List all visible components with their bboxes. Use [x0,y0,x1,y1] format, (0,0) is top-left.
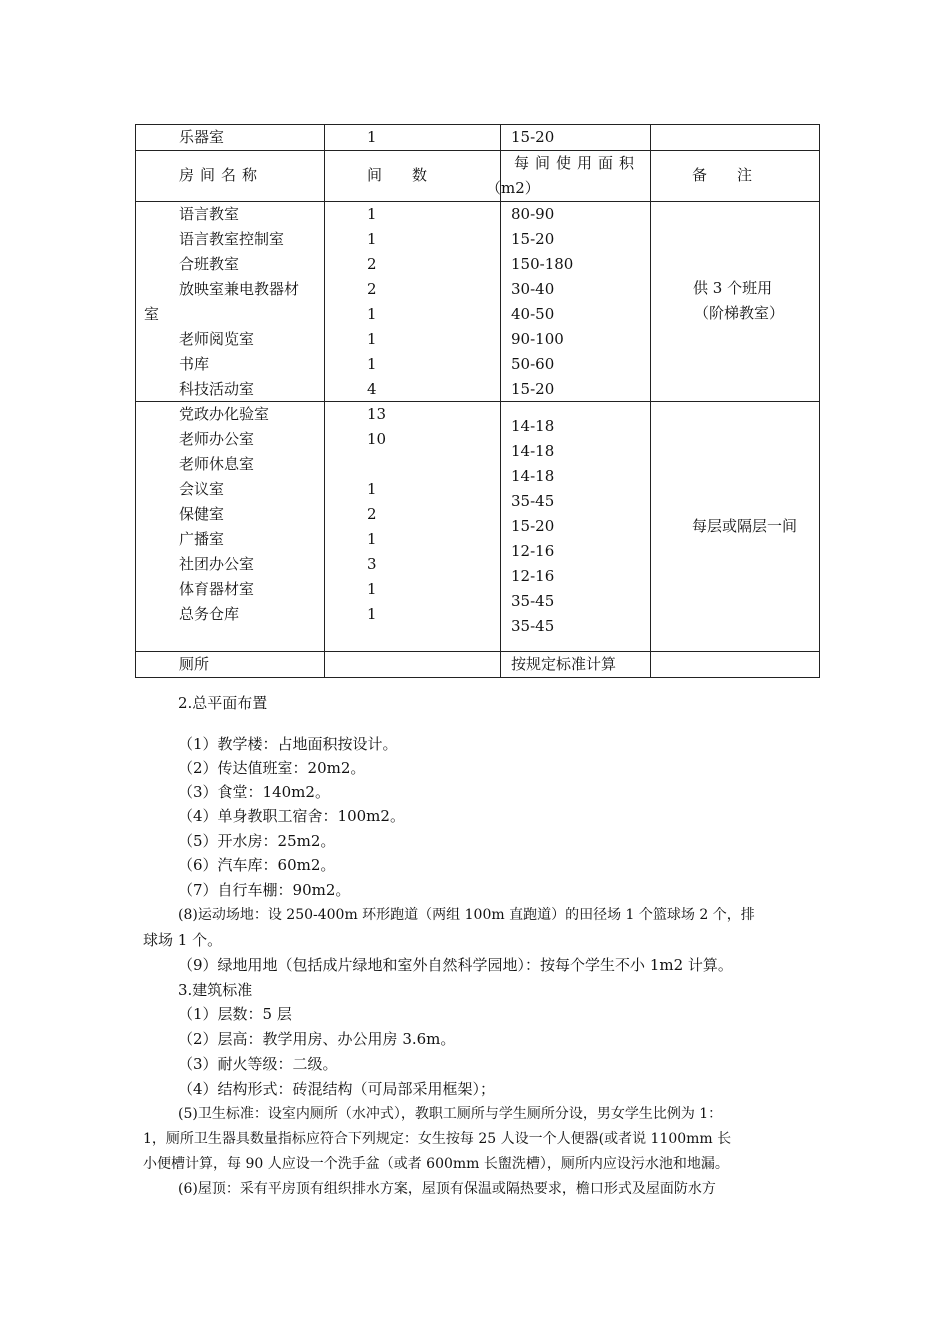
table-cell-name: 厕所 [179,655,210,673]
header-area-unit: （m2） [486,179,540,197]
room-count: 1 [367,305,377,323]
room-count: 1 [367,605,377,623]
room-count: 1 [367,205,377,223]
list-item: (6)屋顶：采有平房顶有组织排水方案，屋顶有保温或隔热要求，檐口形式及屋面防水方 [178,1181,716,1197]
header-count: 间 数 [367,166,428,184]
room-count: 3 [367,555,377,573]
room-area: 12-16 [511,542,555,560]
room-count: 1 [367,530,377,548]
room-area: 12-16 [511,567,555,585]
list-item: （2）传达值班室：20m2。 [178,759,366,777]
list-item: （6）汽车库：60m2。 [178,856,336,874]
group1-counts [367,202,377,402]
room-name: 体育器材室 [179,580,255,598]
room-name: 科技活动室 [179,380,255,398]
room-count: 1 [367,355,377,373]
room-area: 80-90 [511,205,555,223]
room-area: 14-18 [511,442,555,460]
list-item: （9）绿地用地（包括成片绿地和室外自然科学园地）：按每个学生不小 1m2 计算。 [178,956,733,974]
table-rule [324,125,325,677]
group1-note-line2: （阶梯教室） [694,304,785,322]
room-area: 15-20 [511,517,555,535]
room-name: 老师办公室 [179,430,255,448]
room-area: 90-100 [511,330,564,348]
table-cell-area: 15-20 [511,128,555,146]
table-rule [500,125,501,677]
room-area-table [135,124,820,678]
room-name: 广播室 [179,530,225,548]
room-name: 会议室 [179,480,225,498]
room-name: 社团办公室 [179,555,255,573]
list-item: (5)卫生标准：设室内厕所（水冲式），教职工厕所与学生厕所分设，男女学生比例为 1： [178,1106,723,1122]
table-rule [136,651,819,652]
section-title: 2.总平面布置 [178,694,268,712]
table-cell-area: 按规定标准计算 [511,655,617,673]
room-name: 放映室兼电教器材 [179,280,300,298]
room-area: 35-45 [511,592,555,610]
room-area: 35-45 [511,617,555,635]
room-count: 2 [367,505,377,523]
group2-areas [511,414,554,639]
list-item-continued: 小便槽计算，每 90 人应设一个洗手盆（或者 600mm 长盥洗槽），厕所内应设污水池和地漏。 [143,1156,729,1172]
group2-note: 每层或隔层一间 [692,517,798,535]
room-area: 150-180 [511,255,574,273]
header-note: 备 注 [692,166,753,184]
list-item-continued: 1，厕所卫生器具数量指标应符合下列规定：女生按每 25 人设一个人便器(或者说 1100mm 长 [143,1131,732,1147]
list-item: （4）单身教职工宿舍：100m2。 [178,807,405,825]
room-name: 语言教室控制室 [179,230,285,248]
list-item: （5）开水房：25m2。 [178,832,336,850]
room-area: 15-20 [511,230,555,248]
room-area: 35-45 [511,492,555,510]
group2-names [179,402,269,627]
room-area: 50-60 [511,355,555,373]
room-area: 15-20 [511,380,555,398]
table-cell-name: 乐器室 [179,128,225,146]
room-count [367,452,386,477]
room-count: 1 [367,480,377,498]
room-name: 书库 [179,355,210,373]
room-name: 保健室 [179,505,225,523]
header-area: 每间使用面积 [514,154,641,172]
room-name: 党政办化验室 [179,405,270,423]
room-count: 1 [367,330,377,348]
room-name: 室 [144,305,160,323]
room-area: 14-18 [511,467,555,485]
room-name: 总务仓库 [179,605,240,623]
list-item: （1）教学楼：占地面积按设计。 [178,735,398,753]
group2-counts [367,402,386,627]
header-room-name: 房间名称 [179,166,264,184]
room-count: 1 [367,230,377,248]
room-name: 老师阅览室 [179,330,255,348]
room-count: 13 [367,405,387,423]
list-item: （7）自行车棚：90m2。 [178,881,351,899]
room-name: 老师休息室 [179,455,255,473]
section-title: 3.建筑标准 [178,981,253,999]
room-area: 40-50 [511,305,555,323]
group1-areas [511,202,573,402]
room-count: 2 [367,280,377,298]
room-name: 合班教室 [179,255,240,273]
table-cell-count: 1 [367,128,377,146]
room-count: 2 [367,255,377,273]
list-item: (8)运动场地：设 250-400m 环形跑道（两组 100m 直跑道）的田径场 1 个篮球场 2 个，排 [178,907,755,923]
room-name: 语言教室 [179,205,240,223]
group1-names [144,202,300,402]
list-item: （3）食堂：140m2。 [178,783,330,801]
list-item: （3）耐火等级：二级。 [178,1055,338,1073]
room-area: 30-40 [511,280,555,298]
table-rule [650,125,651,677]
group1-note: 供 3 个班用 [693,279,773,297]
room-count: 1 [367,580,377,598]
room-count: 4 [367,380,377,398]
list-item-continued: 球场 1 个。 [143,931,223,949]
list-item: （2）层高：教学用房、办公用房 3.6m。 [178,1030,456,1048]
room-count: 10 [367,430,387,448]
list-item: （4）结构形式：砖混结构（可局部采用框架）； [178,1080,496,1098]
list-item: （1）层数：5 层 [178,1005,292,1023]
table-rule [136,150,819,151]
room-area: 14-18 [511,417,555,435]
